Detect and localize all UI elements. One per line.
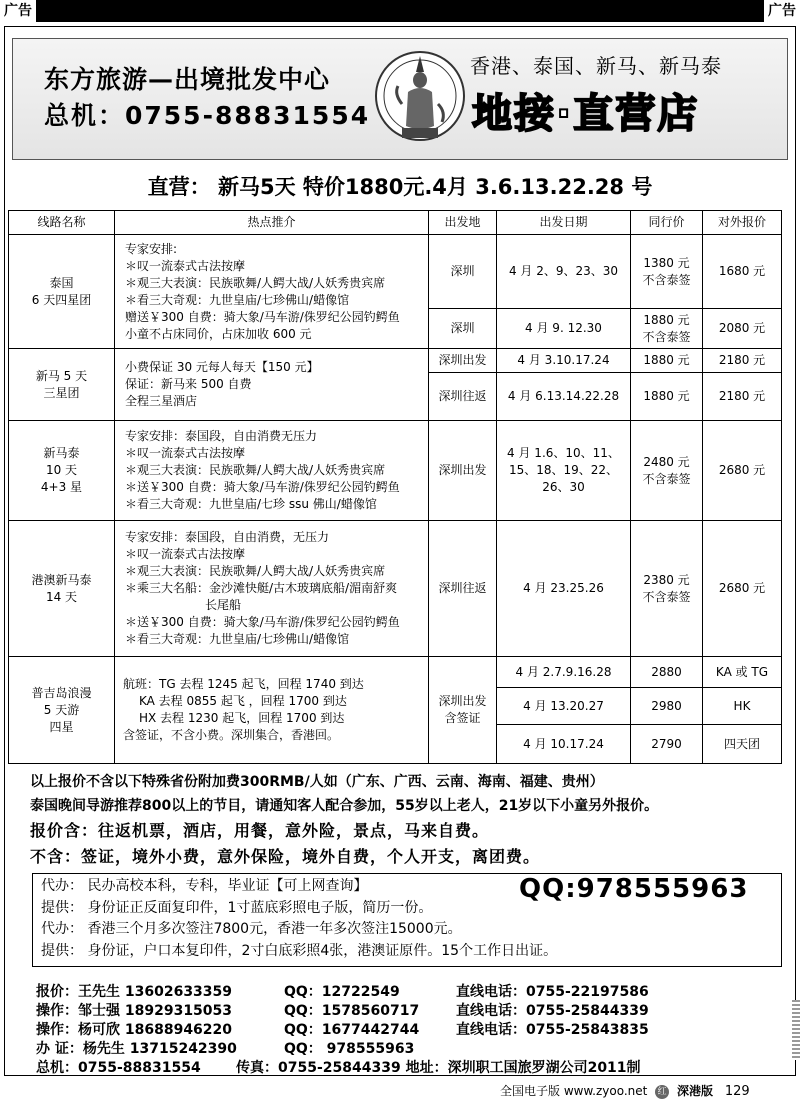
peer-price: 2480 元 不含泰签 [631,421,703,521]
retail-price: HK [703,688,782,725]
qq-number: QQ:978555963 [519,874,749,904]
agency-row: 代办： 民办高校本科，专科，毕业证【可上网查询】 [41,878,368,894]
header-peer-price: 同行价 [631,211,703,235]
retail-price: 2080 元 [703,309,782,349]
peer-price: 2980 [631,688,703,725]
route-name: 新马 5 天 三星团 [9,349,115,421]
peer-price: 1380 元 不含泰签 [631,235,703,309]
departure-date: 4 月 3.10.17.24 [497,349,631,373]
peer-price: 2880 [631,657,703,688]
header-retail-price: 对外报价 [703,211,782,235]
note-surcharge: 以上报价不含以下特殊省份附加费300RMB/人如（广东、广西、云南、海南、福建、贵州） [30,774,604,790]
table-row [9,657,782,688]
departure-city: 深圳出发 [429,421,497,521]
retail-price: KA 或 TG [703,657,782,688]
retail-price: 2180 元 [703,373,782,421]
destinations: 香港、泰国、新马、新马泰 [470,54,722,78]
flight-info: 航班：TG 去程 1245 起飞，回程 1740 到达 KA 去程 0855 起飞 ，回程 1700 到达 HX 去程 1230 起飞，回程 1700 到达 含签证，不含小费。深圳集合，香港回。 [115,657,429,764]
route-name: 新马泰 10 天 4+3 星 [9,421,115,521]
page-footer [500,1082,750,1100]
departure-city: 深圳出发 [429,349,497,373]
headline: 直营： 新马5天 特价1880元.4月 3.6.13.22.28 号 [147,175,653,199]
departure-date: 4 月 2、9、23、30 [497,235,631,309]
table-row [9,349,782,373]
peer-price: 2380 元 不含泰签 [631,521,703,657]
contact-row: 报价：王先生 13602633359 QQ：12722549 直线电话：0755-22197586 [36,984,649,1000]
page-number: 129 [724,1084,750,1099]
peer-price: 1880 元 [631,373,703,421]
hotline: 总机：0755-88831554 [44,101,371,130]
departure-date: 4 月 6.13.14.22.28 [497,373,631,421]
departure-date: 4 月 10.17.24 [497,725,631,764]
footer-site: 全国电子版 www.zyoo.net [500,1084,648,1098]
contact-row: 办 证：杨先生 13715242390 QQ： 978555963 [36,1041,415,1057]
route-table [8,210,782,764]
note-show: 泰国晚间导游推荐800以上的节目，请通知客人配合参加，55岁以上老人，21岁以下小童另外报价。 [30,798,659,814]
price-notes [30,770,780,870]
side-strip [792,1000,800,1060]
peer-price: 1880 元 [631,349,703,373]
top-ad-bar [0,0,800,22]
route-highlights: 专家安排：泰国段，自由消费，无压力 ＊叹一流泰式古法按摩 ＊观三大表演：民族歌舞/人鳄大战/人妖秀贵宾席 ＊乘三大名船：金沙滩快艇/古木玻璃底船/湄南舒爽 长尾船 ＊送￥300 自费：骑大象/马车游/侏罗纪公园钓鳄鱼 ＊看三大奇观：九世皇庙/七珍佛山/蜡像馆 [115,521,429,657]
departure-city: 深圳往返 [429,521,497,657]
departure-date: 4 月 1.6、10、11、15、18、19、22、26、30 [497,421,631,521]
retail-price: 四天团 [703,725,782,764]
contact-row: 操作：杨可欣 18688946220 QQ：1677442744 直线电话：0755-25843835 [36,1022,649,1038]
agency-row: 代办： 香港三个月多次签注7800元，香港一年多次签注15000元。 [41,921,462,937]
route-highlights: 专家安排: ＊叹一流泰式古法按摩 ＊观三大表演：民族歌舞/人鳄大战/人妖秀贵宾席 ＊看三大奇观：九世皇庙/七珍佛山/蜡像馆 赠送￥300 自费：骑大象/马车游/侏罗纪公园钓鳄鱼 小童不占床同价，占床加收 600 元 [115,235,429,349]
departure-date: 4 月 2.7.9.16.28 [497,657,631,688]
agency-row: 提供： 身份证，户口本复印件，2寸白底彩照4张，港澳证原件。15个工作日出证。 [41,942,558,959]
retail-price: 1680 元 [703,235,782,309]
departure-city: 深圳 [429,309,497,349]
table-row [9,521,782,657]
agency-row: 提供： 身份证正反面复印件，1寸蓝底彩照电子版，简历一份。 [41,899,433,916]
retail-price: 2680 元 [703,521,782,657]
retail-price: 2680 元 [703,421,782,521]
departure-date: 4 月 23.25.26 [497,521,631,657]
peer-price: 2790 [631,725,703,764]
header-hot: 热点推介 [115,211,429,235]
company-name: 东方旅游—出境批发中心 [44,65,331,94]
ad-label-right: 广告 [764,0,800,22]
header-date: 出发日期 [497,211,631,235]
route-name: 普吉岛浪漫 5 天游 四星 [9,657,115,764]
departure-city: 深圳出发 含签证 [429,657,497,764]
route-name: 泰国 6 天四星团 [9,235,115,349]
route-name: 港澳新马泰 14 天 [9,521,115,657]
contact-row: 操作：邹士强 18929315053 QQ：1578560717 直线电话：0755-25844339 [36,1003,649,1019]
buddha-statue-icon [372,42,468,154]
departure-date: 4 月 13.20.27 [497,688,631,725]
contact-row: 总机：0755-88831554 传真：0755-25844339 地址：深圳职工国旅罗湖公司2011制 [36,1060,641,1076]
retail-price: 2180 元 [703,349,782,373]
departure-city: 深圳往返 [429,373,497,421]
route-highlights: 小费保证 30 元每人每天【150 元】 保证：新马来 500 自费 全程三星酒店 [115,349,429,421]
table-row [9,421,782,521]
table-row [9,235,782,309]
header-route: 线路名称 [9,211,115,235]
peer-price: 1880 元 不含泰签 [631,309,703,349]
departure-city: 深圳 [429,235,497,309]
agency-box [32,873,782,967]
header-from: 出发地 [429,211,497,235]
route-highlights: 专家安排：泰国段，自由消费无压力 ＊叹一流泰式古法按摩 ＊观三大表演：民族歌舞/人鳄大战/人妖秀贵宾席 ＊送￥300 自费：骑大象/马车游/侏罗纪公园钓鳄鱼 ＊看三大奇观：九世皇庙/七珍 ssu 佛山/蜡像馆 [115,421,429,521]
seal-icon: 红 [655,1085,669,1099]
note-included: 报价含：往返机票，酒店，用餐，意外险，景点，马来自费。 [30,821,490,840]
ad-label-left: 广告 [0,0,36,22]
contact-list [36,981,796,1076]
table-header-row [9,211,782,235]
note-excluded: 不含：签证，境外小费，意外保险，境外自费，个人开支，离团费。 [30,847,541,866]
shop-title: 地接·直营店 [472,91,700,137]
departure-date: 4 月 9. 12.30 [497,309,631,349]
footer-edition: 深港版 [677,1084,714,1098]
